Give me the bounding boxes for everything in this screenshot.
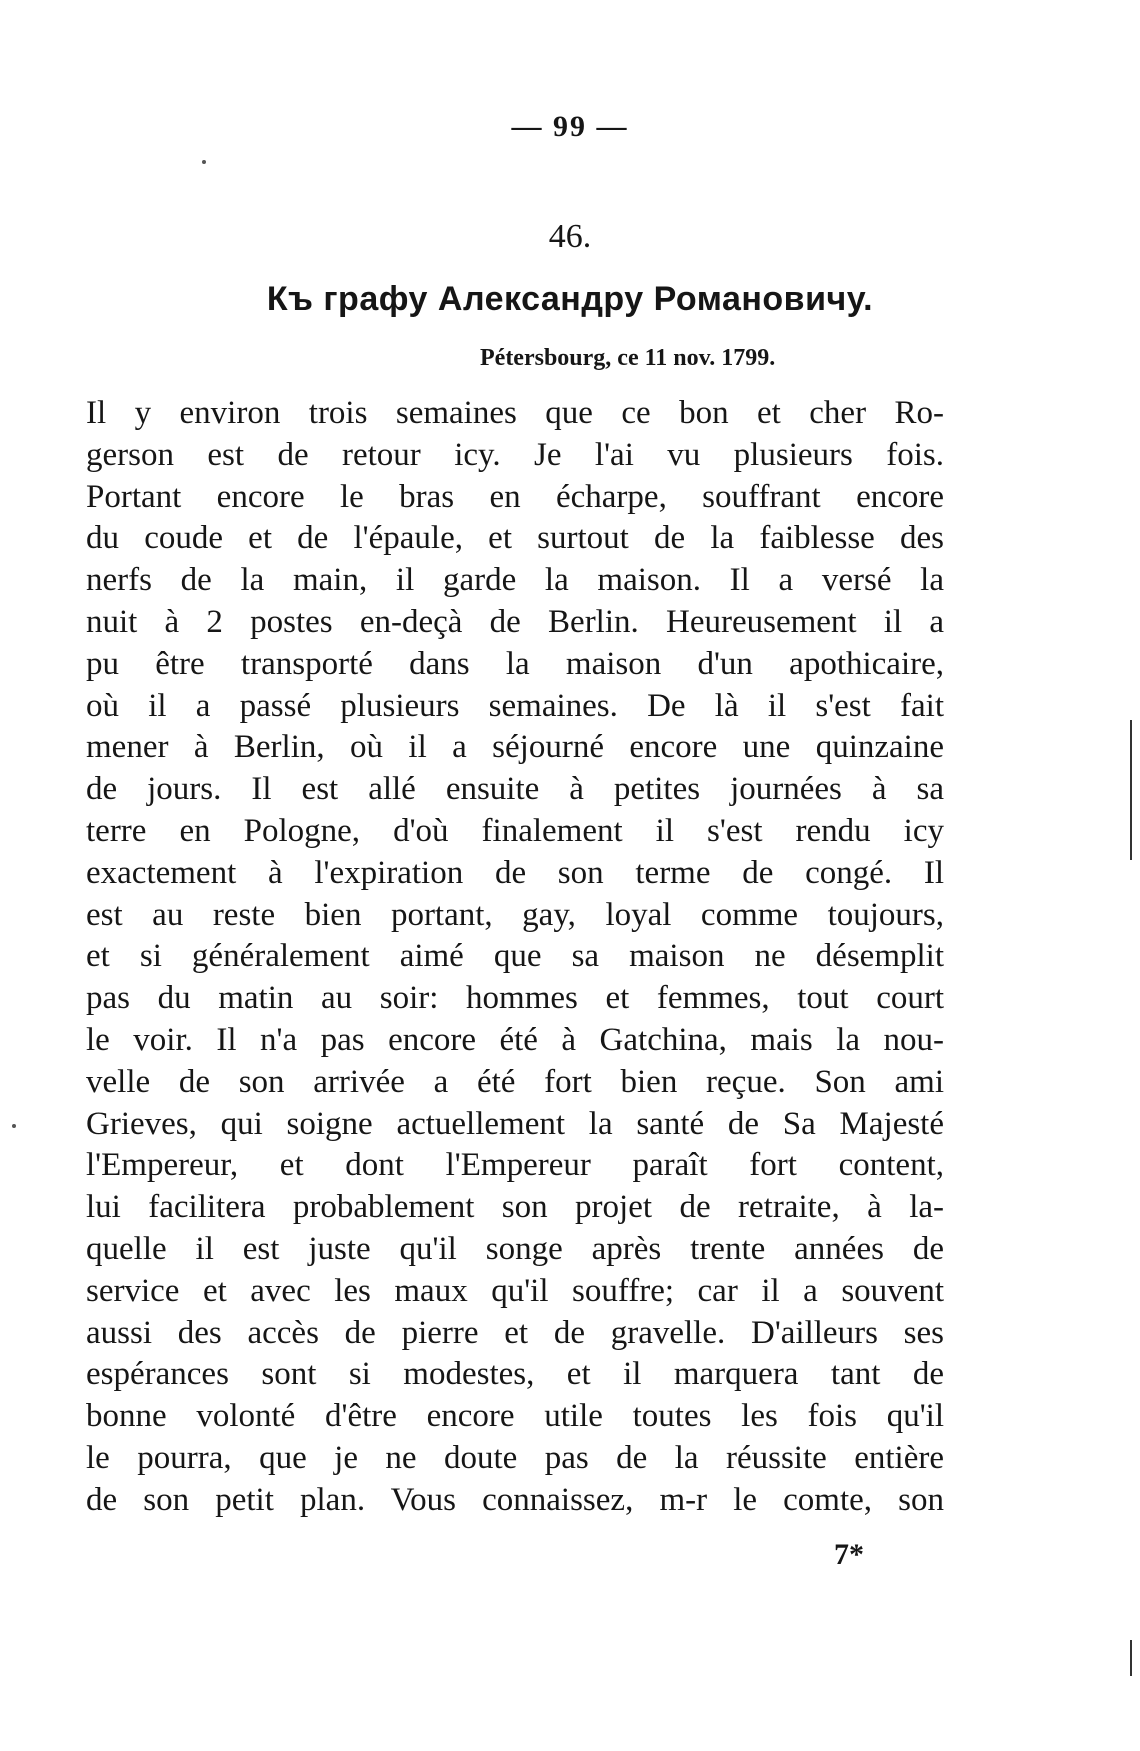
body-line: Grieves, qui soigne actuellement la santé de Sa Majesté [86, 1105, 944, 1142]
body-line: est au reste bien portant, gay, loyal comme toujours, [86, 896, 944, 933]
body-line: service et avec les maux qu'il souffre; car il a souvent [86, 1272, 944, 1309]
body-line: gerson est de retour icy. Je l'ai vu plusieurs fois. [86, 436, 944, 473]
body-line: où il a passé plusieurs semaines. De là il s'est fait [86, 687, 944, 724]
page-number: — 99 — [511, 110, 629, 143]
body-line: quelle il est juste qu'il songe après trente années de [86, 1230, 944, 1267]
scan-speck [12, 1124, 16, 1128]
body-line: l'Empereur, et dont l'Empereur paraît fort content, [86, 1147, 944, 1184]
body-line: pu être transporté dans la maison d'un apothicaire, [86, 645, 944, 682]
body-line: de jours. Il est allé ensuite à petites journées à sa [86, 771, 944, 808]
body-line: velle de son arrivée a été fort bien reçue. Son ami [86, 1063, 944, 1100]
body-line: mener à Berlin, où il a séjourné encore une quinzaine [86, 729, 944, 766]
body-line: le pourra, que je ne doute pas de la réussite entière [86, 1439, 944, 1476]
scan-edge-mark [1130, 1640, 1132, 1676]
body-line: de son petit plan. Vous connaissez, m-r le comte, son [86, 1481, 944, 1518]
body-line: pas du matin au soir: hommes et femmes, tout court [86, 980, 944, 1017]
body-line: lui facilitera probablement son projet de retraite, à la- [86, 1189, 944, 1226]
body-line: du coude et de l'épaule, et surtout de la faiblesse des [86, 520, 944, 557]
body-line: bonne volonté d'être encore utile toutes les fois qu'il [86, 1398, 944, 1435]
body-line: exactement à l'expiration de son terme de congé. Il [86, 854, 944, 891]
body-line: Portant encore le bras en écharpe, souffrant encore [86, 478, 944, 515]
body-line: espérances sont si modestes, et il marquera tant de [86, 1356, 944, 1393]
body-line: et si généralement aimé que sa maison ne désemplit [86, 938, 944, 975]
signature-mark: 7* [834, 1538, 864, 1571]
body-line: Il y environ trois semaines que ce bon et cher Ro- [86, 395, 944, 431]
body-line: le voir. Il n'a pas encore été à Gatchina, mais la nou- [86, 1021, 944, 1058]
scan-speck [202, 160, 206, 164]
body-line: terre en Pologne, d'où finalement il s'est rendu icy [86, 812, 944, 849]
letter-number: 46. [548, 218, 592, 255]
place-date: Pétersbourg, ce 11 nov. 1799. [480, 345, 776, 371]
letter-body [86, 393, 944, 1522]
scan-edge-mark [1130, 720, 1132, 860]
body-line: aussi des accès de pierre et de gravelle. D'ailleurs ses [86, 1314, 944, 1351]
body-line: nuit à 2 postes en-deçà de Berlin. Heureusement il a [86, 603, 944, 640]
body-line: nerfs de la main, il garde la maison. Il a versé la [86, 562, 944, 599]
letter-heading: Къ графу Александру Романовичу. [266, 280, 874, 318]
